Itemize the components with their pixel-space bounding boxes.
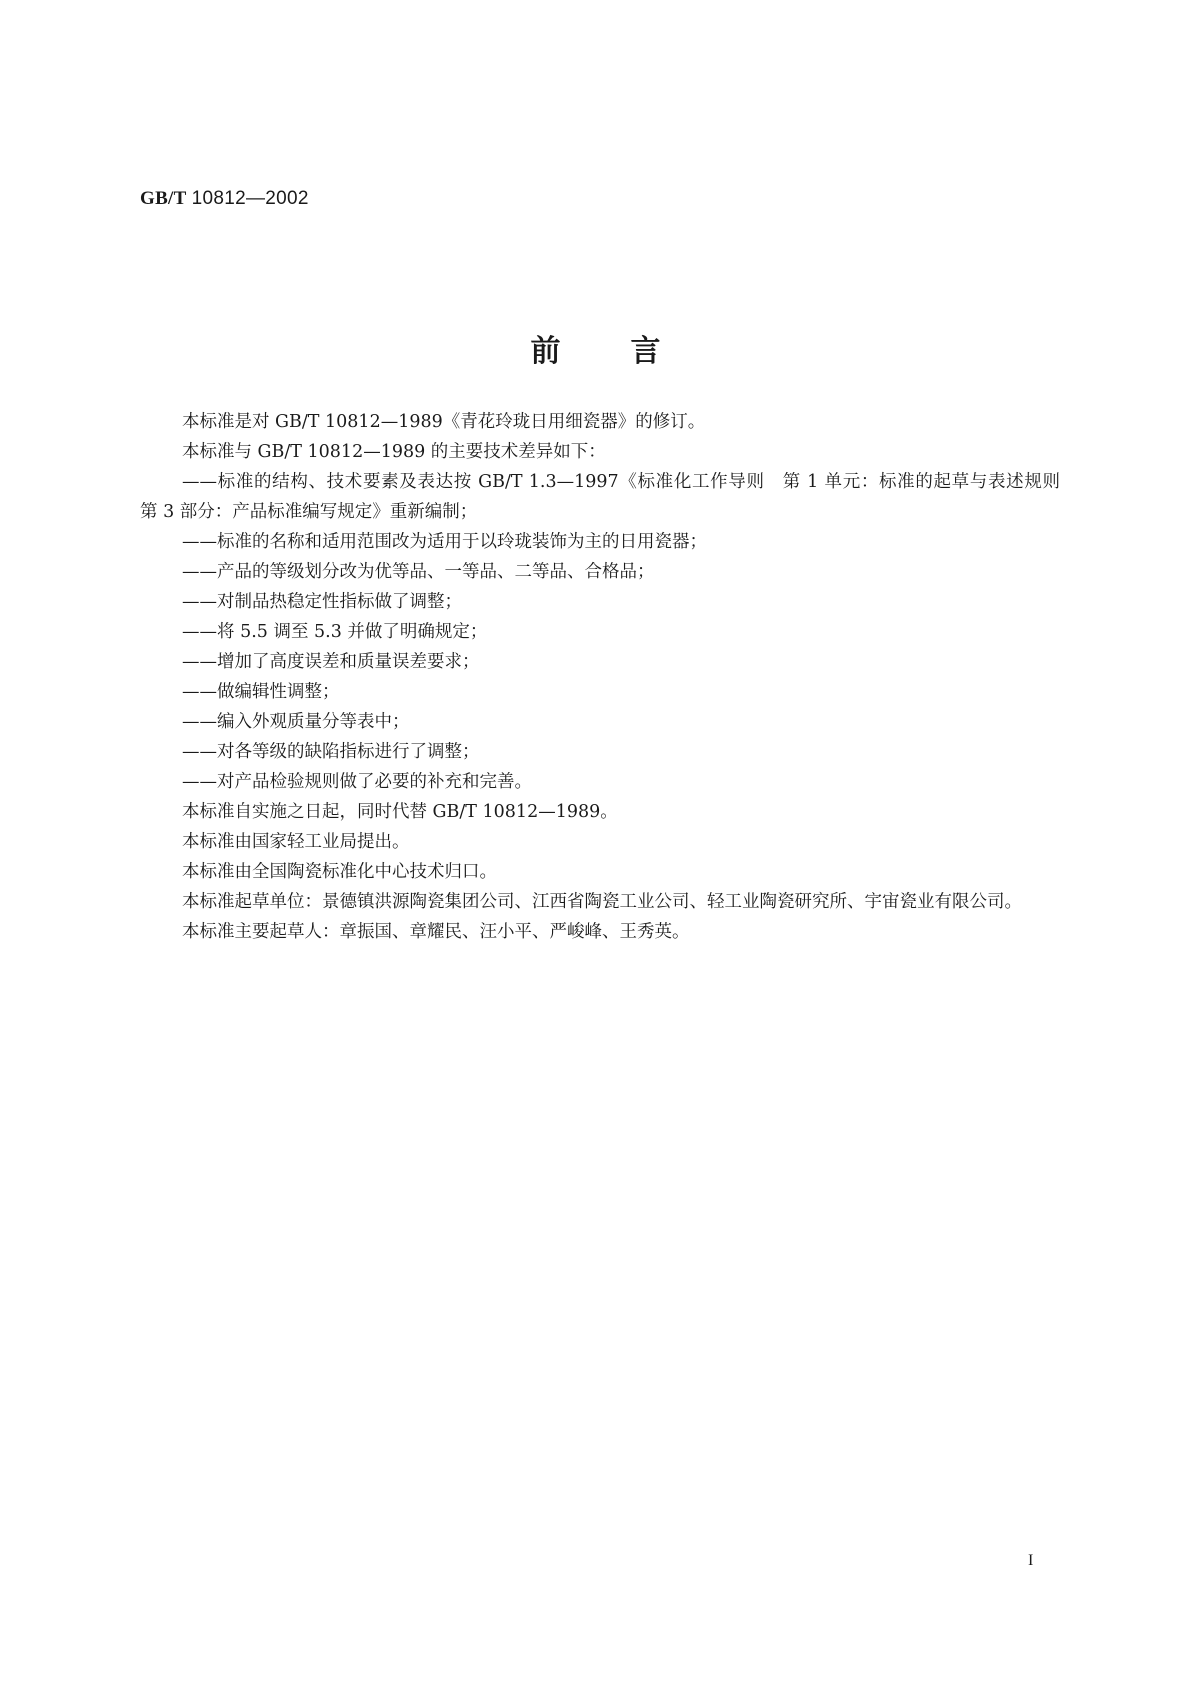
list-item: ——将 5.5 调至 5.3 并做了明确规定； bbox=[182, 622, 488, 642]
list-item: ——对产品检验规则做了必要的补充和完善。 bbox=[182, 772, 532, 792]
page-number: I bbox=[1028, 1552, 1034, 1569]
document-header bbox=[140, 188, 309, 210]
list-item: ——标准的名称和适用范围改为适用于以玲珑装饰为主的日用瓷器； bbox=[182, 532, 707, 552]
paragraph: 本标准与 GB/T 10812—1989 的主要技术差异如下： bbox=[182, 442, 606, 462]
paragraph: 本标准由国家轻工业局提出。 bbox=[182, 832, 410, 852]
paragraph: 本标准由全国陶瓷标准化中心技术归口。 bbox=[182, 862, 497, 882]
page-title: 前言 bbox=[530, 334, 731, 369]
paragraph: 本标准主要起草人：章振国、章耀民、汪小平、严峻峰、王秀英。 bbox=[182, 922, 690, 942]
list-item: ——增加了高度误差和质量误差要求； bbox=[182, 652, 480, 672]
paragraph: 本标准自实施之日起，同时代替 GB/T 10812—1989。 bbox=[182, 802, 618, 822]
list-item: ——做编辑性调整； bbox=[182, 682, 340, 702]
foreword-body bbox=[140, 407, 1078, 947]
list-item: ——对制品热稳定性指标做了调整； bbox=[182, 592, 462, 612]
standard-number: 10812—2002 bbox=[191, 188, 309, 209]
paragraph: 本标准起草单位：景德镇洪源陶瓷集团公司、江西省陶瓷工业公司、轻工业陶瓷研究所、宇宙瓷业有限公司。 bbox=[182, 892, 1022, 912]
list-item: ——产品的等级划分改为优等品、一等品、二等品、合格品； bbox=[182, 562, 655, 582]
paragraph: 本标准是对 GB/T 10812—1989《青花玲珑日用细瓷器》的修订。 bbox=[182, 412, 706, 432]
list-item: ——对各等级的缺陷指标进行了调整； bbox=[182, 742, 480, 762]
list-item: ——编入外观质量分等表中； bbox=[182, 712, 410, 732]
standard-code: GB/T bbox=[140, 188, 187, 209]
list-item: ——标准的结构、技术要素及表达按 GB/T 1.3—1997《标准化工作导则 第 1 单元：标准的起草与表述规则 第 3 部分：产品标准编写规定》重新编制； bbox=[140, 472, 1078, 522]
